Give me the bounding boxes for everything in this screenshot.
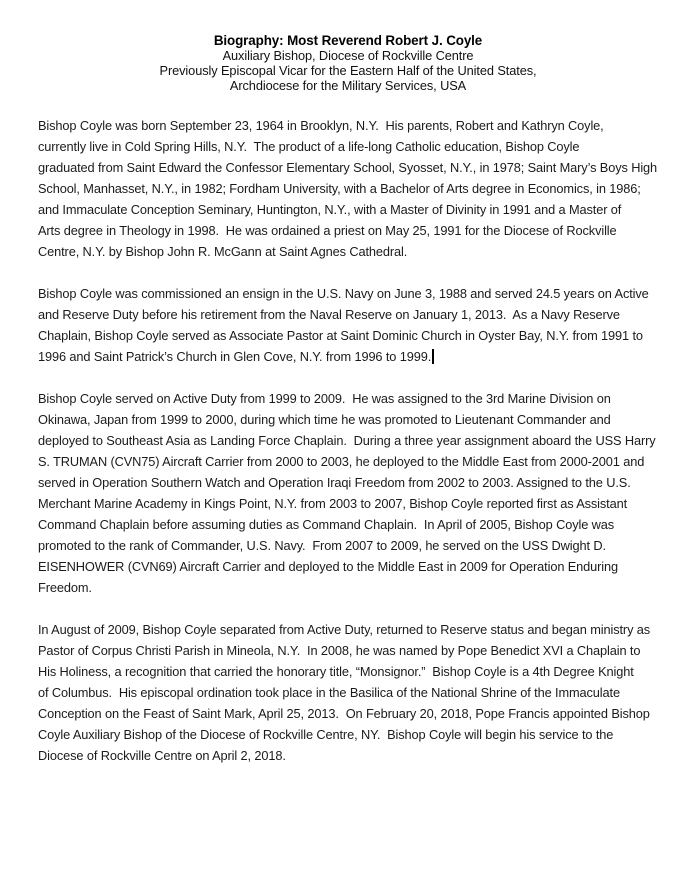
text-cursor (432, 349, 434, 364)
document-subtitle-line-1[interactable]: Auxiliary Bishop, Diocese of Rockville Centre (222, 48, 474, 63)
document-subtitle-line-2[interactable]: Previously Episcopal Vicar for the Eastern Half of the United States, (159, 63, 537, 78)
text-line[interactable]: and Immaculate Conception Seminary, Huntington, N.Y., with a Master of Divinity in 1991 and a Master of (38, 202, 622, 217)
document-body[interactable] (0, 115, 696, 766)
text-line[interactable]: Freedom. (38, 580, 92, 595)
text-line[interactable]: and Reserve Duty before his retirement from the Naval Reserve on January 1, 2013. As a Navy Reserve (38, 307, 620, 322)
text-line[interactable]: Bishop Coyle served on Active Duty from 1999 to 2009. He was assigned to the 3rd Marine Division on (38, 391, 611, 406)
text-line[interactable]: Bishop Coyle was commissioned an ensign in the U.S. Navy on June 3, 1988 and served 24.5 years on Active (38, 286, 649, 301)
paragraph-active-duty[interactable] (38, 388, 672, 598)
text-line[interactable]: His Holiness, a recognition that carried the honorary title, “Monsignor.” Bishop Coyle is a 4th Degree Knight (38, 664, 634, 679)
text-line[interactable]: Centre, N.Y. by Bishop John R. McGann at Saint Agnes Cathedral. (38, 244, 408, 259)
document-title[interactable]: Biography: Most Reverend Robert J. Coyle (213, 33, 483, 48)
text-line[interactable]: currently live in Cold Spring Hills, N.Y. The product of a life-long Catholic education, Bishop Coyle (38, 139, 580, 154)
paragraph-early-life[interactable] (38, 115, 672, 262)
text-line[interactable]: Arts degree in Theology in 1998. He was ordained a priest on May 25, 1991 for the Diocese of Rockville (38, 223, 617, 238)
text-line[interactable]: Pastor of Corpus Christi Parish in Mineola, N.Y. In 2008, he was named by Pope Benedict XVI a Chaplain to (38, 643, 641, 658)
text-line[interactable]: Okinawa, Japan from 1999 to 2000, during which time he was promoted to Lieutenant Commander and (38, 412, 611, 427)
text-line[interactable]: Merchant Marine Academy in Kings Point, N.Y. from 2003 to 2007, Bishop Coyle reported first as Assistant (38, 496, 628, 511)
text-line[interactable]: Coyle Auxiliary Bishop of the Diocese of Rockville Centre, NY. Bishop Coyle will begin his service to the (38, 727, 614, 742)
text-line-with-cursor[interactable] (38, 346, 672, 367)
text-line[interactable]: served in Operation Southern Watch and Operation Iraqi Freedom from 2002 to 2003. Assigned to the U.S. (38, 475, 631, 490)
text-line[interactable]: EISENHOWER (CVN69) Aircraft Carrier and deployed to the Middle East in 2009 for Operation Enduring (38, 559, 619, 574)
text-line[interactable]: Diocese of Rockville Centre on April 2, 2018. (38, 748, 286, 763)
document-subtitle-line-3[interactable]: Archdiocese for the Military Services, USA (229, 78, 467, 93)
text-line[interactable]: S. TRUMAN (CVN75) Aircraft Carrier from 2000 to 2003, he deployed to the Middle East from 2000-2001 and (38, 454, 645, 469)
text-line-text: 1996 and Saint Patrick’s Church in Glen Cove, N.Y. from 1996 to 1999. (38, 349, 432, 364)
paragraph-navy-commission[interactable] (38, 283, 672, 367)
text-line[interactable]: deployed to Southeast Asia as Landing Force Chaplain. During a three year assignment aboard the USS Harry (38, 433, 656, 448)
text-line[interactable]: In August of 2009, Bishop Coyle separated from Active Duty, returned to Reserve status and began ministry as (38, 622, 651, 637)
text-line[interactable]: Command Chaplain before assuming duties as Command Chaplain. In April of 2005, Bishop Coyle was (38, 517, 615, 532)
text-line[interactable]: Chaplain, Bishop Coyle served as Associate Pastor at Saint Dominic Church in Oyster Bay, N.Y. from 1991 to (38, 328, 643, 343)
text-line[interactable]: Bishop Coyle was born September 23, 1964 in Brooklyn, N.Y. His parents, Robert and Kathryn Coyle, (38, 118, 604, 133)
text-line[interactable]: of Columbus. His episcopal ordination took place in the Basilica of the National Shrine of the Immaculate (38, 685, 620, 700)
document-header (0, 0, 696, 93)
text-line[interactable]: School, Manhasset, N.Y., in 1982; Fordham University, with a Bachelor of Arts degree in Economics, in 1986; (38, 181, 641, 196)
text-line[interactable]: graduated from Saint Edward the Confessor Elementary School, Syosset, N.Y., in 1978; Saint Mary’s Boys High (38, 160, 658, 175)
paragraph-bishop-appointment[interactable] (38, 619, 672, 766)
text-line[interactable]: Conception on the Feast of Saint Mark, April 25, 2013. On February 20, 2018, Pope Francis appointed Bishop (38, 706, 650, 721)
text-line[interactable]: promoted to the rank of Commander, U.S. Navy. From 2007 to 2009, he served on the USS Dwight D. (38, 538, 606, 553)
